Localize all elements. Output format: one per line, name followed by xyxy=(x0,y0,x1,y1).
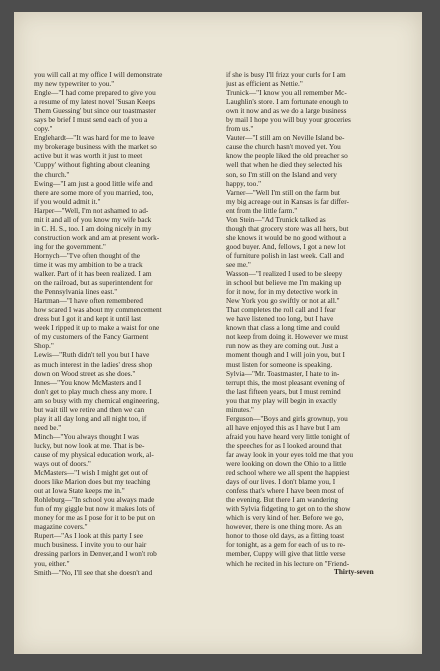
text-line: Laughlin's store. I am fortunate enough to xyxy=(226,97,349,107)
text-line: my big acreage out in Kansas is far differ- xyxy=(226,196,349,206)
text-line: on the railroad, but as superintendent for xyxy=(34,278,153,288)
text-line: honor to those old days, as a fitting toast xyxy=(226,531,345,541)
text-line: need be." xyxy=(34,422,62,432)
text-line: however, there is one thing more. As an xyxy=(226,522,342,532)
text-line: Varner—"Well I'm still on the farm but xyxy=(226,187,340,197)
text-line: Sylvia—"Mr. Toastmaster, I hate to in- xyxy=(226,368,340,378)
text-line: Ewing—"I am just a good little wife and xyxy=(34,178,153,188)
text-line: copy." xyxy=(34,124,53,134)
text-line: terrupt this, the most pleasant evening of xyxy=(226,377,345,387)
text-line: play it all day long and all night too, if xyxy=(34,413,147,423)
text-line: ing for the government." xyxy=(34,241,106,251)
text-line: That completes the roll call and I fear xyxy=(226,305,336,315)
text-line: but wait till we retire and then we can xyxy=(34,404,145,414)
text-line: Harper—"Well, I'm not ashamed to ad- xyxy=(34,205,149,215)
text-line: she knows it would be no good without a xyxy=(226,232,346,242)
text-line: ways out of doors." xyxy=(34,459,91,469)
text-line: a resume of my latest novel 'Susan Keeps xyxy=(34,97,156,107)
text-line: all have enjoyed this as I have but I am xyxy=(226,422,341,432)
text-line: see me." xyxy=(226,259,251,269)
text-line: Minch—"You always thought I was xyxy=(34,431,139,441)
text-line: which is very kind of her. Before we go, xyxy=(226,513,344,523)
text-line: Them Guessing' but since our toastmaster xyxy=(34,106,156,116)
text-line: time it was my ambition to be a track xyxy=(34,259,143,269)
text-line: Hornych—"I've often thought of the xyxy=(34,250,141,260)
text-line: 'Cuppy' without fighting about cleaning xyxy=(34,160,150,170)
text-line: down on Wood street as she does." xyxy=(34,368,136,378)
text-line: mit it and all of you know my wife back xyxy=(34,214,152,224)
text-line: the Pennsylvania lines east." xyxy=(34,287,118,297)
text-line: my brokerage business with the market so xyxy=(34,142,157,152)
text-line: Hartman—"I have often remembered xyxy=(34,296,143,306)
text-line: you that my play will begin in exactly xyxy=(226,395,337,405)
text-line: magazine covers." xyxy=(34,522,88,532)
text-line: Ferguson—"Boys and girls grownup, you xyxy=(226,413,348,423)
text-line: minutes." xyxy=(226,404,254,414)
text-line: for it now, for in my detective work in xyxy=(226,287,338,297)
text-line: known that class a long time and could xyxy=(226,323,340,333)
right-text-column xyxy=(226,70,398,568)
document-page xyxy=(14,12,422,654)
text-line: far away look in your eyes told me that you xyxy=(226,449,354,459)
text-line: though that grocery store was all hers, but xyxy=(226,223,349,233)
text-line: construction work and am at present work- xyxy=(34,232,160,242)
text-line: much business. I invite you to our hair xyxy=(34,540,147,550)
text-line: afraid you have heard very little tonight of xyxy=(226,431,350,441)
text-line: you, either." xyxy=(34,558,70,568)
text-line: son, so I'm still on the Island and very xyxy=(226,169,337,179)
text-line: as much interest in the ladies' dress shop xyxy=(34,359,153,369)
text-line: run now as they are coming out. Just a xyxy=(226,341,339,351)
text-line: walker. Part of it has been realized. I am xyxy=(34,269,152,279)
text-line: which he recited in his lecture on "Friend- xyxy=(226,558,350,568)
text-line: ent from the little farm." xyxy=(226,205,298,215)
text-line: there are some more of you married, too, xyxy=(34,187,154,197)
text-line: in school but believe me I'm making up xyxy=(226,278,342,288)
text-line: we have listened too long, but I have xyxy=(226,314,334,324)
text-line: lucky, but now look at me. That is be- xyxy=(34,440,145,450)
text-line: Wasson—"I realized I used to be sleepy xyxy=(226,269,343,279)
text-line: says be brief I must send each of you a xyxy=(34,115,148,125)
text-line: Lewis—"Ruth didn't tell you but I have xyxy=(34,350,150,360)
text-line: the evening. But there I am wandering xyxy=(226,495,339,505)
text-line: know the people liked the old preacher so xyxy=(226,151,348,161)
text-line: doors like Marion does but my teaching xyxy=(34,477,151,487)
text-line: good buyer. And, fellows, I got a new lot xyxy=(226,241,346,251)
page-number: Thirty-seven xyxy=(334,567,374,576)
text-line: out at Iowa State keeps me in." xyxy=(34,486,125,496)
text-line: must listen for someone is speaking. xyxy=(226,359,333,369)
text-line: Trunick—"I know you all remember Mc- xyxy=(226,88,347,98)
text-line: Innes—"You know McMasters and I xyxy=(34,377,142,387)
text-line: week I ripped it up to make a waist for one xyxy=(34,323,160,333)
text-line: well that when he died they selected his xyxy=(226,160,343,170)
text-line: Englehardt—"It was hard for me to leave xyxy=(34,133,155,143)
text-line: how scared I was about my commencement xyxy=(34,305,162,315)
text-line: am so busy with my chemical engineering, xyxy=(34,395,160,405)
text-line: with Sylvia fidgeting to get on to the show xyxy=(226,504,351,514)
text-line: happy, too." xyxy=(226,178,262,188)
text-line: member, Cuppy will give that little verse xyxy=(226,549,346,559)
text-line: Shop." xyxy=(34,341,54,351)
text-line: if she is busy I'll frizz your curls for I am xyxy=(226,70,346,79)
text-line: not keep from doing it. However we must xyxy=(226,332,348,342)
text-line: cause of my physical education work, al- xyxy=(34,449,154,459)
text-line: were looking on down the Ohio to a little xyxy=(226,459,347,469)
text-line: red school where we all spent the happiest xyxy=(226,468,350,478)
text-line: of furniture polish in last week. Call and xyxy=(226,250,344,260)
text-line: my new typewriter to you." xyxy=(34,79,115,89)
text-line: New York you go swiftly or not at all." xyxy=(226,296,340,306)
text-line: Smith—"No, I'll see that she doesn't and xyxy=(34,567,153,577)
text-line: for tonight, as a gem for each of us to re- xyxy=(226,540,346,550)
text-line: confess that's where I have been most of xyxy=(226,486,344,496)
text-line: if you would admit it." xyxy=(34,196,101,206)
text-line: in C. H. S., too. I am doing nicely in my xyxy=(34,223,152,233)
text-line: by mail I hope you will buy your groceries xyxy=(226,115,351,125)
text-line: the speeches for as I looked around that xyxy=(226,440,342,450)
text-line: fun of my giggle but now it makes lots of xyxy=(34,504,155,514)
text-line: active but it was worth it just to meet xyxy=(34,151,143,161)
text-line: Von Stein—"Ad Trunick talked as xyxy=(226,214,326,224)
text-line: the last fifteen years, but I must remind xyxy=(226,386,341,396)
text-line: just as efficient as Nettie." xyxy=(226,79,303,89)
text-line: moment though and I will join you, but I xyxy=(226,350,345,360)
text-line: you will call at my office I will demonstrate xyxy=(34,70,163,79)
text-line: of my customers of the Fancy Garment xyxy=(34,332,149,342)
text-line: cause the church hasn't moved yet. You xyxy=(226,142,341,152)
text-line: Rupert—"As I look at this party I see xyxy=(34,531,143,541)
text-line: from us." xyxy=(226,124,254,134)
text-line: dress but I got it and kept it until last xyxy=(34,314,142,324)
left-text-column xyxy=(34,70,206,577)
text-line: money for me as I pose for it to be put on xyxy=(34,513,155,523)
text-line: McMasters—"I wish I might get out of xyxy=(34,468,149,478)
text-line: don't get to play much chess any more. I xyxy=(34,386,152,396)
text-line: days of our lives. I don't blame you, I xyxy=(226,477,336,487)
text-line: dressing parlors in Denver,and I won't rob xyxy=(34,549,157,559)
text-line: Rohleburg—"In school you always made xyxy=(34,495,155,505)
text-line: own it now and as we do a large business xyxy=(226,106,347,116)
text-line: Engle—"I had come prepared to give you xyxy=(34,88,156,98)
text-line: the church." xyxy=(34,169,70,179)
text-line: Vauter—"I still am on Neville Island be- xyxy=(226,133,345,143)
